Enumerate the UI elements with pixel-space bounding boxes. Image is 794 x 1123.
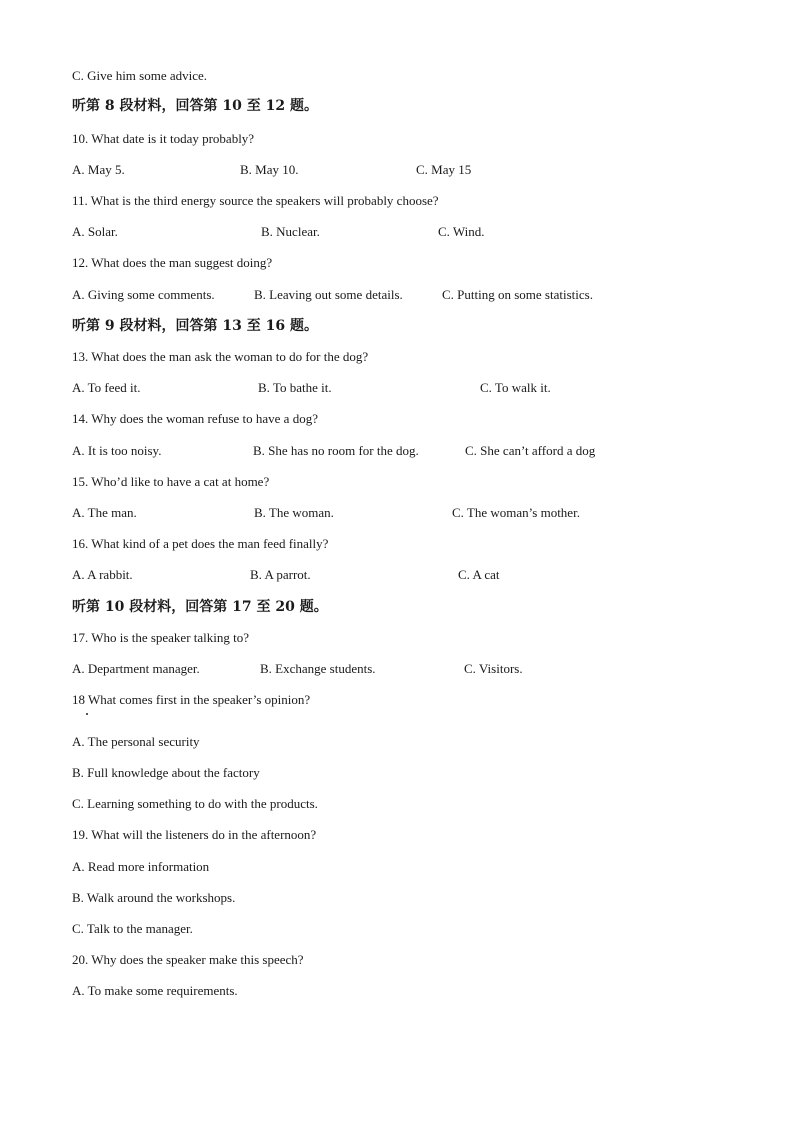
q16-option-b: B. A parrot. bbox=[250, 567, 311, 582]
stray-dot-mark bbox=[86, 713, 88, 715]
q15-option-c: C. The woman’s mother. bbox=[452, 505, 580, 520]
section-heading-10: 听第 10 段材料，回答第 17 至 20 题。 bbox=[72, 599, 328, 615]
q16-option-a: A. A rabbit. bbox=[72, 567, 133, 582]
q10-option-a: A. May 5. bbox=[72, 162, 125, 177]
q14-option-a: A. It is too noisy. bbox=[72, 443, 162, 458]
q10-option-b: B. May 10. bbox=[240, 162, 299, 177]
q17-option-c: C. Visitors. bbox=[464, 661, 523, 676]
question-13: 13. What does the man ask the woman to do for the dog? bbox=[72, 349, 369, 364]
q19-option-a: A. Read more information bbox=[72, 859, 210, 874]
q12-option-c: C. Putting on some statistics. bbox=[442, 287, 593, 302]
question-18: 18 What comes first in the speaker’s opinion? bbox=[72, 692, 311, 707]
q12-option-b: B. Leaving out some details. bbox=[254, 287, 403, 302]
question-15: 15. Who’d like to have a cat at home? bbox=[72, 474, 270, 489]
q13-option-a: A. To feed it. bbox=[72, 380, 141, 395]
q12-option-a: A. Giving some comments. bbox=[72, 287, 215, 302]
question-12: 12. What does the man suggest doing? bbox=[72, 255, 273, 270]
q14-option-c: C. She can’t afford a dog bbox=[465, 443, 596, 458]
question-17: 17. Who is the speaker talking to? bbox=[72, 630, 250, 645]
question-14: 14. Why does the woman refuse to have a dog? bbox=[72, 411, 318, 426]
option-c-give-advice: C. Give him some advice. bbox=[72, 68, 208, 83]
question-16: 16. What kind of a pet does the man feed finally? bbox=[72, 536, 329, 551]
q17-option-b: B. Exchange students. bbox=[260, 661, 376, 676]
section-heading-8: 听第 8 段材料，回答第 10 至 12 题。 bbox=[72, 98, 318, 114]
q19-option-c: C. Talk to the manager. bbox=[72, 921, 193, 936]
q11-option-b: B. Nuclear. bbox=[261, 224, 320, 239]
q13-option-b: B. To bathe it. bbox=[258, 380, 332, 395]
q19-option-b: B. Walk around the workshops. bbox=[72, 890, 236, 905]
q11-option-c: C. Wind. bbox=[438, 224, 485, 239]
q15-option-a: A. The man. bbox=[72, 505, 137, 520]
q16-option-c: C. A cat bbox=[458, 567, 500, 582]
question-20: 20. Why does the speaker make this speech? bbox=[72, 952, 304, 967]
q18-option-b: B. Full knowledge about the factory bbox=[72, 765, 260, 780]
q11-option-a: A. Solar. bbox=[72, 224, 118, 239]
question-19: 19. What will the listeners do in the afternoon? bbox=[72, 827, 317, 842]
q18-option-c: C. Learning something to do with the products. bbox=[72, 796, 318, 811]
q13-option-c: C. To walk it. bbox=[480, 380, 551, 395]
q14-option-b: B. She has no room for the dog. bbox=[253, 443, 419, 458]
q10-option-c: C. May 15 bbox=[416, 162, 472, 177]
question-11: 11. What is the third energy source the speakers will probably choose? bbox=[72, 193, 439, 208]
q18-option-a: A. The personal security bbox=[72, 734, 200, 749]
section-heading-9: 听第 9 段材料，回答第 13 至 16 题。 bbox=[72, 318, 318, 334]
q15-option-b: B. The woman. bbox=[254, 505, 334, 520]
q17-option-a: A. Department manager. bbox=[72, 661, 200, 676]
q20-option-a: A. To make some requirements. bbox=[72, 983, 238, 998]
question-10: 10. What date is it today probably? bbox=[72, 131, 255, 146]
